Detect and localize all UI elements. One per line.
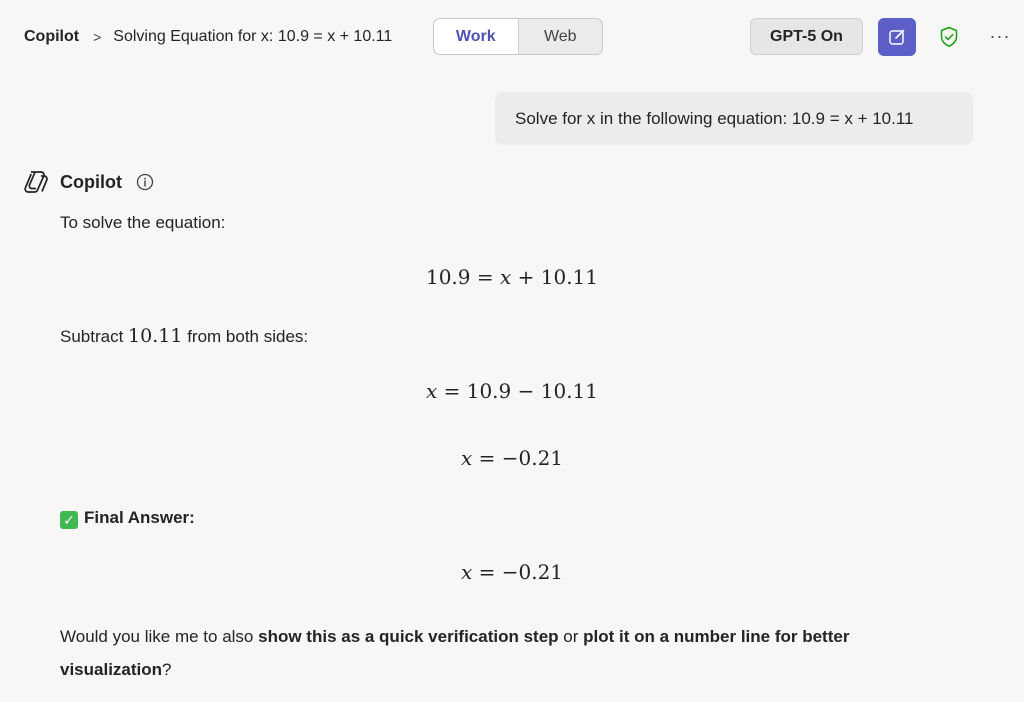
eq-lhs: 10.9 xyxy=(425,265,471,289)
breadcrumb-root[interactable]: Copilot xyxy=(24,28,80,45)
copilot-logo-icon xyxy=(22,168,50,196)
step-suffix: from both sides: xyxy=(187,327,309,346)
shield-check-icon[interactable] xyxy=(937,25,961,49)
more-options-button[interactable]: ··· xyxy=(989,25,1011,46)
breadcrumb xyxy=(24,28,392,46)
eq-b: 10.11 xyxy=(540,379,599,403)
web-tab[interactable]: Web xyxy=(543,27,577,45)
copilot-response-header xyxy=(22,168,154,196)
eq-op: − xyxy=(517,379,535,403)
check-mark-icon: ✓ xyxy=(60,511,78,529)
user-message: Solve for x in the following equation: 10.9 = x + 10.11 xyxy=(495,92,973,145)
equation-original xyxy=(0,265,1024,289)
eq-rel: = xyxy=(476,265,494,289)
eq-var: x xyxy=(499,265,512,289)
top-bar xyxy=(0,0,1024,76)
equation-step xyxy=(0,379,1024,403)
eq-value: −0.21 xyxy=(501,446,564,470)
eq-a: 10.9 xyxy=(466,379,512,403)
step-text xyxy=(60,325,308,347)
final-answer-text: Final Answer: xyxy=(84,508,195,527)
equation-final xyxy=(0,560,1024,584)
closing-option-number-line: plot it on a number line for better visualization xyxy=(60,627,850,679)
closing-p1: Would you like me to also xyxy=(60,627,259,646)
conversation-title: Solving Equation for x: 10.9 = x + 10.11 xyxy=(113,28,393,45)
eq-var: x xyxy=(460,560,473,584)
eq-var: x xyxy=(460,446,473,470)
closing-p3: ? xyxy=(162,660,172,679)
final-answer-label xyxy=(60,508,195,529)
info-icon[interactable] xyxy=(136,173,154,191)
eq-rel: = xyxy=(478,560,496,584)
eq-value: −0.21 xyxy=(501,560,564,584)
eq-rel: = xyxy=(478,446,496,470)
intro-text: To solve the equation: xyxy=(60,213,226,232)
closing-option-verification: show this as a quick verification step xyxy=(258,627,559,646)
compose-icon xyxy=(887,27,907,47)
gpt5-toggle-button[interactable]: GPT-5 On xyxy=(750,18,863,55)
step-prefix: Subtract xyxy=(60,327,124,346)
work-tab[interactable]: Work xyxy=(434,19,519,54)
step-value: 10.11 xyxy=(128,325,183,347)
closing-question xyxy=(60,620,960,686)
eq-op: + xyxy=(517,265,535,289)
new-chat-button[interactable] xyxy=(878,18,916,56)
eq-rel: = xyxy=(443,379,461,403)
eq-rhs: 10.11 xyxy=(540,265,599,289)
copilot-name: Copilot xyxy=(60,171,122,192)
equation-result xyxy=(0,446,1024,470)
eq-var: x xyxy=(425,379,438,403)
work-web-toggle xyxy=(433,18,603,55)
closing-p2: or xyxy=(558,627,584,646)
chevron-right-icon: > xyxy=(93,29,102,45)
